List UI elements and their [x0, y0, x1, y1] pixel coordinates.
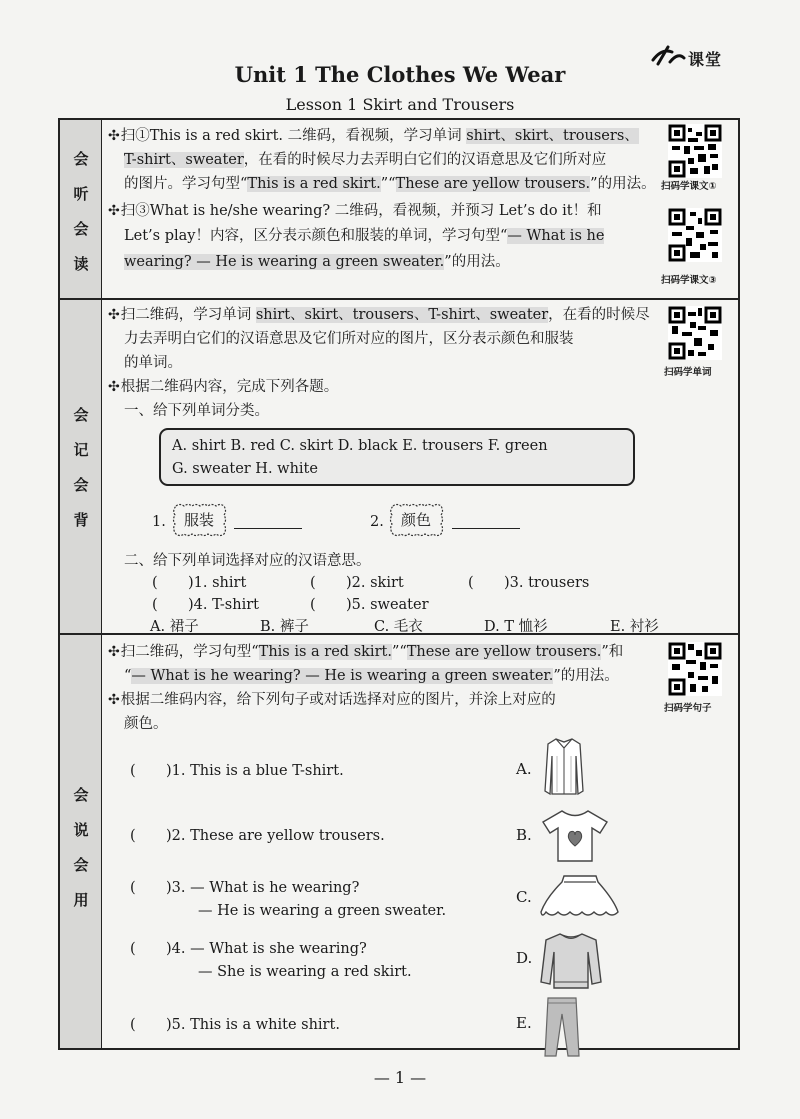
part2-title: 二、给下列单词选择对应的汉语意思。: [124, 553, 371, 569]
qr-caption: 扫码学句子: [664, 703, 712, 714]
question-5: )5. This is a white shirt.: [166, 1017, 340, 1033]
sweater-picture[interactable]: [538, 930, 604, 992]
category-clothes-tag: 服装: [170, 503, 228, 537]
question-4-line2: — She is wearing a red skirt.: [198, 964, 412, 980]
match-item: )5. sweater: [346, 597, 429, 613]
trousers-picture[interactable]: [542, 996, 582, 1060]
answer-blank[interactable]: [234, 528, 302, 529]
section1-para1-line1: ✣扫①This is a red skirt. 二维码，看视频，学习单词 shirt、skirt、trousers、: [108, 128, 639, 144]
section1-para2-line3: wearing? — He is wearing a green sweater.”的用法。: [124, 254, 510, 270]
section3-task-line2: 颜色。: [124, 716, 168, 732]
match-item: )4. T-shirt: [188, 597, 259, 613]
category2-number: 2.: [370, 514, 384, 530]
section1-para1-line3: 的图片。学习句型“This is a red skirt.”“These are yellow trousers.”的用法。: [124, 176, 656, 192]
option: B. 裤子: [260, 619, 309, 635]
cross-bullet-icon: ✣: [108, 379, 120, 395]
answer-blank[interactable]: [452, 528, 520, 529]
section3-label: 会 说 会 用: [73, 786, 89, 909]
match-item: )3. trousers: [504, 575, 590, 591]
cross-bullet-icon: ✣: [108, 128, 120, 144]
match-item-paren[interactable]: (: [152, 597, 158, 613]
picture-letter: A.: [516, 760, 532, 778]
section2-intro-line3: 的单词。: [124, 355, 182, 371]
answer-paren[interactable]: (: [130, 1017, 136, 1033]
cross-bullet-icon: ✣: [108, 203, 120, 219]
qr-caption: 扫码学课文③: [661, 275, 717, 286]
qr-caption: 扫码学单词: [664, 367, 712, 378]
section1-para2-line1: ✣扫③What is he/she wearing? 二维码，看视频，并预习 Let’s do it！和: [108, 203, 602, 219]
question-3-line2: — He is wearing a green sweater.: [198, 903, 447, 919]
category1-number: 1.: [152, 514, 166, 530]
section1-label: 会 听 会 读: [73, 150, 89, 273]
qr-code-icon[interactable]: [668, 642, 722, 696]
picture-letter: D.: [516, 949, 533, 967]
page-number: — 1 —: [373, 1068, 427, 1087]
answer-paren[interactable]: (: [130, 763, 136, 779]
option: C. 毛衣: [374, 619, 423, 635]
section2-label: 会 记 会 背: [73, 406, 89, 529]
picture-letter: E.: [516, 1014, 532, 1032]
match-item: )2. skirt: [346, 575, 404, 591]
qr-code-icon[interactable]: [668, 306, 722, 360]
match-item-paren[interactable]: (: [468, 575, 474, 591]
section-divider: [60, 298, 738, 300]
skirt-picture[interactable]: [538, 872, 622, 922]
brand-name: 课堂: [688, 50, 723, 69]
answer-paren[interactable]: (: [130, 828, 136, 844]
question-1: )1. This is a blue T-shirt.: [166, 763, 344, 779]
section3-task-line1: ✣根据二维码内容，给下列句子或对话选择对应的图片，并涂上对应的: [108, 692, 556, 708]
worksheet-frame: [58, 118, 740, 1050]
unit-title: Unit 1 The Clothes We Wear: [234, 62, 566, 87]
cross-bullet-icon: ✣: [108, 644, 120, 660]
option: A. 裙子: [150, 619, 199, 635]
option: D. T 恤衫: [484, 619, 548, 635]
qr-code-icon[interactable]: [668, 208, 722, 262]
cross-bullet-icon: ✣: [108, 692, 120, 708]
category-colors-tag: 颜色: [387, 503, 445, 537]
t-shirt-picture[interactable]: [540, 808, 610, 864]
answer-paren[interactable]: (: [130, 941, 136, 957]
option: E. 衬衫: [610, 619, 659, 635]
section3-intro-line1: ✣扫二维码，学习句型“This is a red skirt.”“These are yellow trousers.”和: [108, 644, 624, 660]
picture-letter: C.: [516, 888, 532, 906]
qr-caption: 扫码学课文①: [661, 181, 717, 192]
word-bank-line2: G. sweater H. white: [172, 461, 318, 477]
question-4: )4. — What is she wearing?: [166, 941, 367, 957]
section2-intro-line2: 力去弄明白它们的汉语意思及它们所对应的图片，区分表示颜色和服装: [124, 331, 574, 347]
match-item-paren[interactable]: (: [152, 575, 158, 591]
word-bank: [159, 428, 635, 486]
section2-intro-line1: ✣扫二维码，学习单词 shirt、skirt、trousers、T-shirt、sweater，在看的时候尽: [108, 307, 650, 323]
section3-intro-line2: “— What is he wearing? — He is wearing a green sweater.”的用法。: [124, 668, 619, 684]
lesson-subtitle: Lesson 1 Skirt and Trousers: [285, 95, 515, 114]
cross-bullet-icon: ✣: [108, 307, 120, 323]
picture-letter: B.: [516, 826, 532, 844]
match-item-paren[interactable]: (: [310, 575, 316, 591]
match-item-paren[interactable]: (: [310, 597, 316, 613]
question-2: )2. These are yellow trousers.: [166, 828, 385, 844]
question-3: )3. — What is he wearing?: [166, 880, 360, 896]
answer-paren[interactable]: (: [130, 880, 136, 896]
section1-para2-line2: Let’s play！内容，区分表示颜色和服装的单词，学习句型“— What is he: [124, 228, 605, 244]
section2-task: ✣根据二维码内容，完成下列各题。: [108, 379, 339, 395]
word-bank-line1: A. shirt B. red C. skirt D. black E. trousers F. green: [172, 438, 548, 454]
part1-title: 一、给下列单词分类。: [124, 403, 269, 419]
qr-code-icon[interactable]: [668, 124, 722, 178]
match-item: )1. shirt: [188, 575, 247, 591]
shirt-picture[interactable]: [542, 736, 586, 798]
section1-para1-line2: T-shirt、sweater，在看的时候尽力去弄明白它们的汉语意思及它们所对应: [124, 152, 607, 168]
